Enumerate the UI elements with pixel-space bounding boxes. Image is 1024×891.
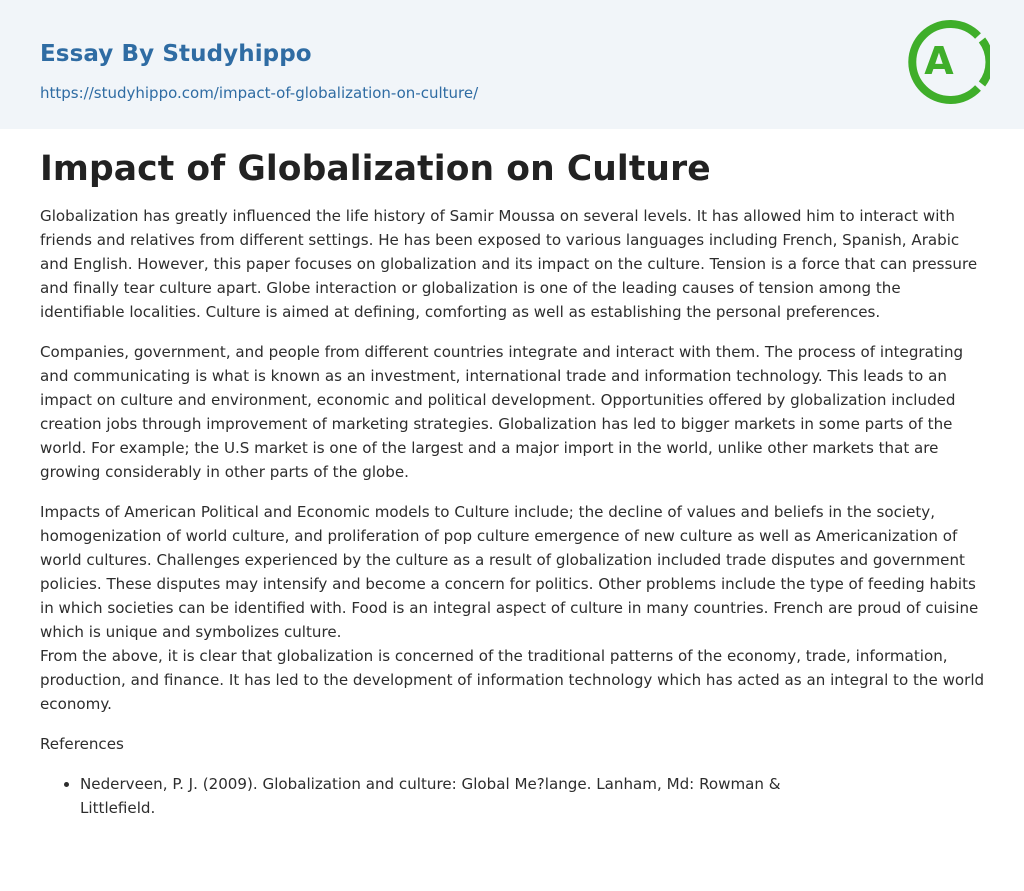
site-header	[0, 0, 1024, 129]
essay-paragraph-3: Impacts of American Political and Economic models to Culture include; the decline of values and beliefs in the society, homogenization of world culture, and proliferation of pop culture emergence of new culture as well as Americanization of world cultures. Challenges experienced by the culture as a result of globalization included trade disputes and government policies. These disputes may intensify and become a concern for politics. Other problems include the type of feeding habits in which societies can be identified with. Food is an integral aspect of culture in many countries. French are proud of cuisine which is unique and symbolizes culture.	[40, 503, 979, 641]
references-list	[40, 772, 860, 820]
reference-item: • Nederveen, P. J. (2009). Globalization and culture: Global Me?lange. Lanham, Md: Rowman & Littlefield.	[80, 772, 860, 820]
essay-url-link[interactable]: https://studyhippo.com/impact-of-globalization-on-culture/	[40, 84, 479, 102]
studyhippo-logo-icon[interactable]	[906, 18, 990, 106]
brand-title[interactable]: Essay By Studyhippo	[40, 41, 312, 67]
essay-content	[0, 147, 1024, 820]
references-heading: References	[40, 735, 124, 753]
essay-paragraph-4: From the above, it is clear that globalization is concerned of the traditional patterns of the economy, trade, information, production, and finance. It has led to the development of information technology which has acted as an integral to the world economy.	[40, 647, 985, 713]
logo-letter: A	[924, 39, 954, 83]
essay-title: Impact of Globalization on Culture	[40, 149, 711, 189]
essay-paragraph-1: Globalization has greatly influenced the life history of Samir Moussa on several levels. It has allowed him to interact with friends and relatives from different settings. He has been exposed to various languages including French, Spanish, Arabic and English. However, this paper focuses on globalization and its impact on the culture. Tension is a force that can pressure and finally tear culture apart. Globe interaction or globalization is one of the leading causes of tension among the identifiable localities. Culture is aimed at defining, comforting as well as establishing the personal preferences.	[40, 207, 978, 321]
essay-paragraph-2: Companies, government, and people from different countries integrate and interact with them. The process of integrating and communicating is what is known as an investment, international trade and information technology. This leads to an impact on culture and environment, economic and political development. Opportunities offered by globalization included creation jobs through improvement of marketing strategies. Globalization has led to bigger markets in some parts of the world. For example; the U.S market is one of the largest and a major import in the world, unlike other markets that are growing considerably in other parts of the globe.	[40, 343, 964, 481]
